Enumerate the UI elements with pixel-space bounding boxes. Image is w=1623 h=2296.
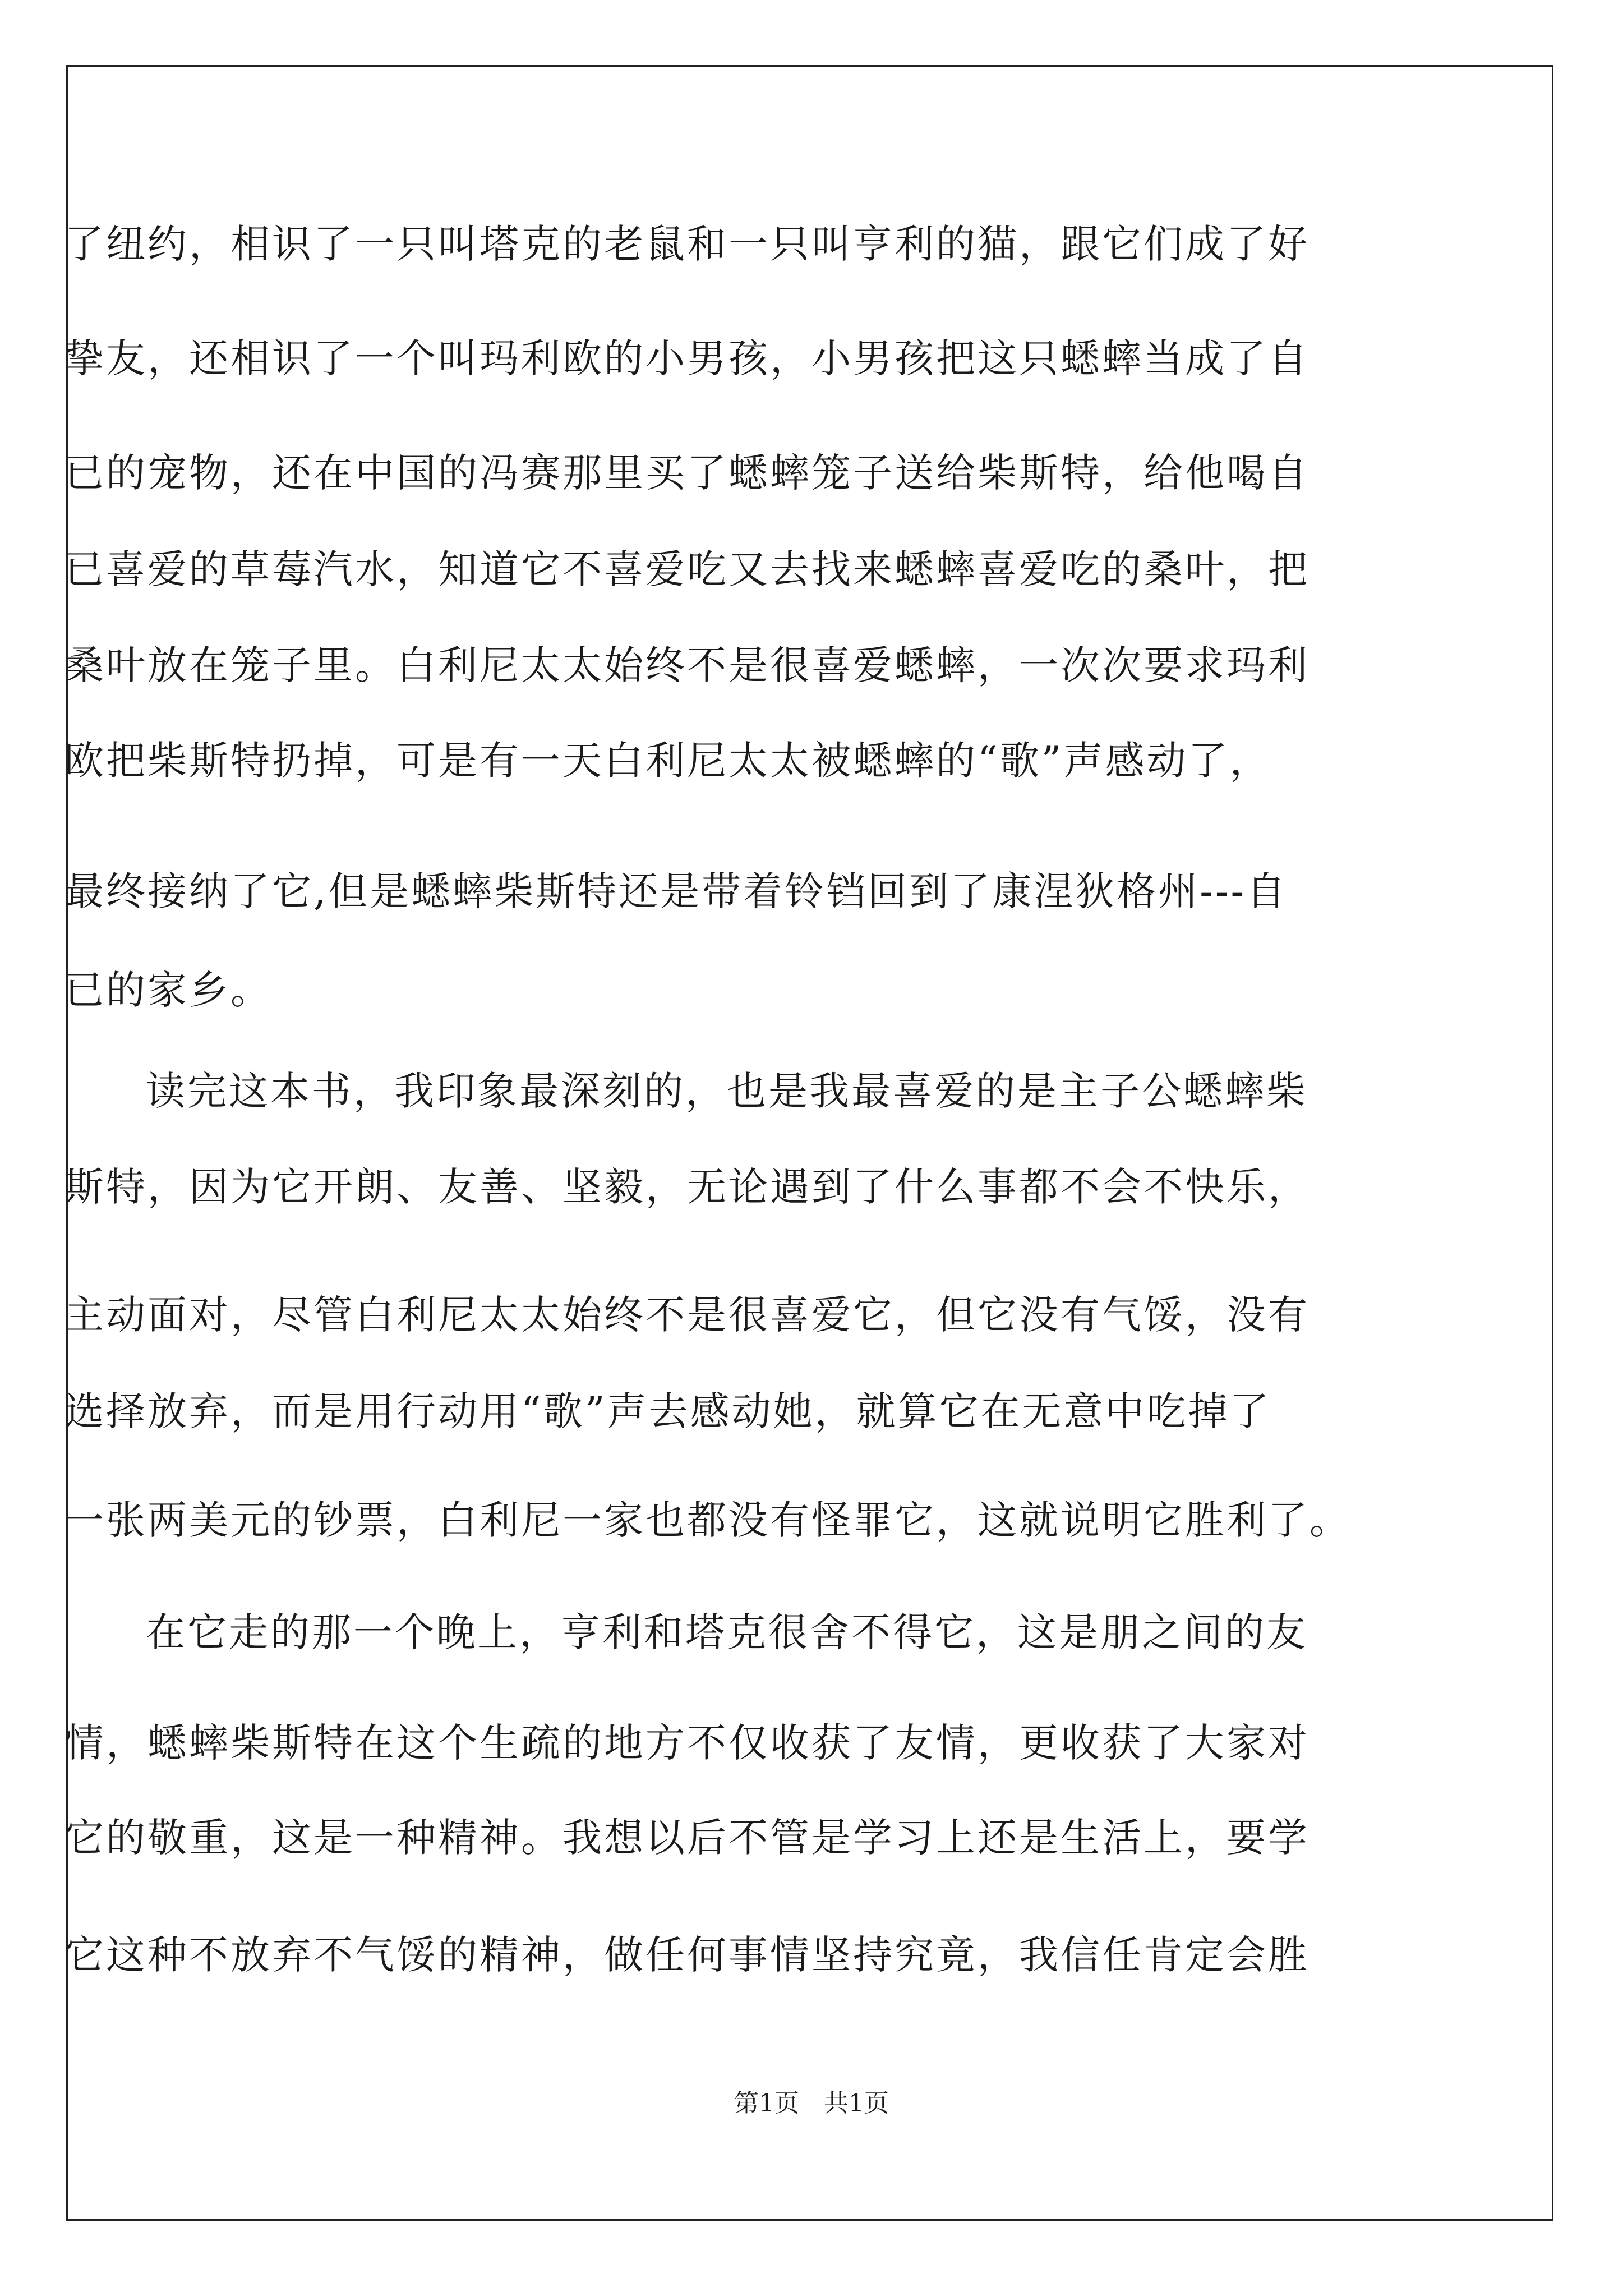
text-line: 已的宠物，还在中国的冯赛那里买了蟋蟀笼子送给柴斯特，给他喝自 [64, 450, 1310, 496]
text-line: 最终接纳了它,但是蟋蟀柴斯特还是带着铃铛回到了康涅狄格州---自 [64, 868, 1288, 914]
text-line: 欧把柴斯特扔掉，可是有一天白利尼太太被蟋蟀的“歌”声感动了， [64, 738, 1271, 784]
page-border [66, 65, 1553, 2221]
text-line: 它这种不放弃不气馁的精神，做任何事情坚持究竟，我信任肯定会胜 [64, 1932, 1310, 1978]
page-number: 第1页 [734, 2089, 799, 2118]
text-line: 斯特，因为它开朗、友善、坚毅，无论遇到了什么事都不会不快乐， [64, 1164, 1310, 1210]
text-line: 主动面对，尽管白利尼太太始终不是很喜爱它，但它没有气馁，没有 [64, 1292, 1310, 1338]
text-line: 它的敬重，这是一种精神。我想以后不管是学习上还是生活上，要学 [64, 1815, 1310, 1861]
text-line: 桑叶放在笼子里。白利尼太太始终不是很喜爱蟋蟀，一次次要求玛利 [64, 642, 1310, 688]
page-footer [0, 2087, 1623, 2120]
paragraph-start-line: 读完这本书，我印象最深刻的，也是我最喜爱的是主子公蟋蟀柴 [146, 1068, 1308, 1114]
text-line: 挚友，还相识了一个叫玛利欧的小男孩，小男孩把这只蟋蟀当成了自 [64, 335, 1310, 381]
text-line: 了纽约，相识了一只叫塔克的老鼠和一只叫亨利的猫，跟它们成了好 [64, 221, 1310, 267]
text-line: 情，蟋蟀柴斯特在这个生疏的地方不仅收获了友情，更收获了大家对 [64, 1720, 1310, 1766]
page-total: 共1页 [824, 2089, 889, 2118]
text-line: 已的家乡。 [64, 967, 272, 1013]
text-line: 选择放弃，而是用行动用“歌”声去感动她，就算它在无意中吃掉了 [64, 1388, 1271, 1434]
text-line: 一张两美元的钞票，白利尼一家也都没有怪罪它，这就说明它胜利了。 [64, 1497, 1351, 1543]
paragraph-start-line: 在它走的那一个晚上，亨利和塔克很舍不得它，这是朋之间的友 [146, 1609, 1308, 1655]
text-line: 已喜爱的草莓汽水，知道它不喜爱吃又去找来蟋蟀喜爱吃的桑叶，把 [64, 546, 1310, 592]
